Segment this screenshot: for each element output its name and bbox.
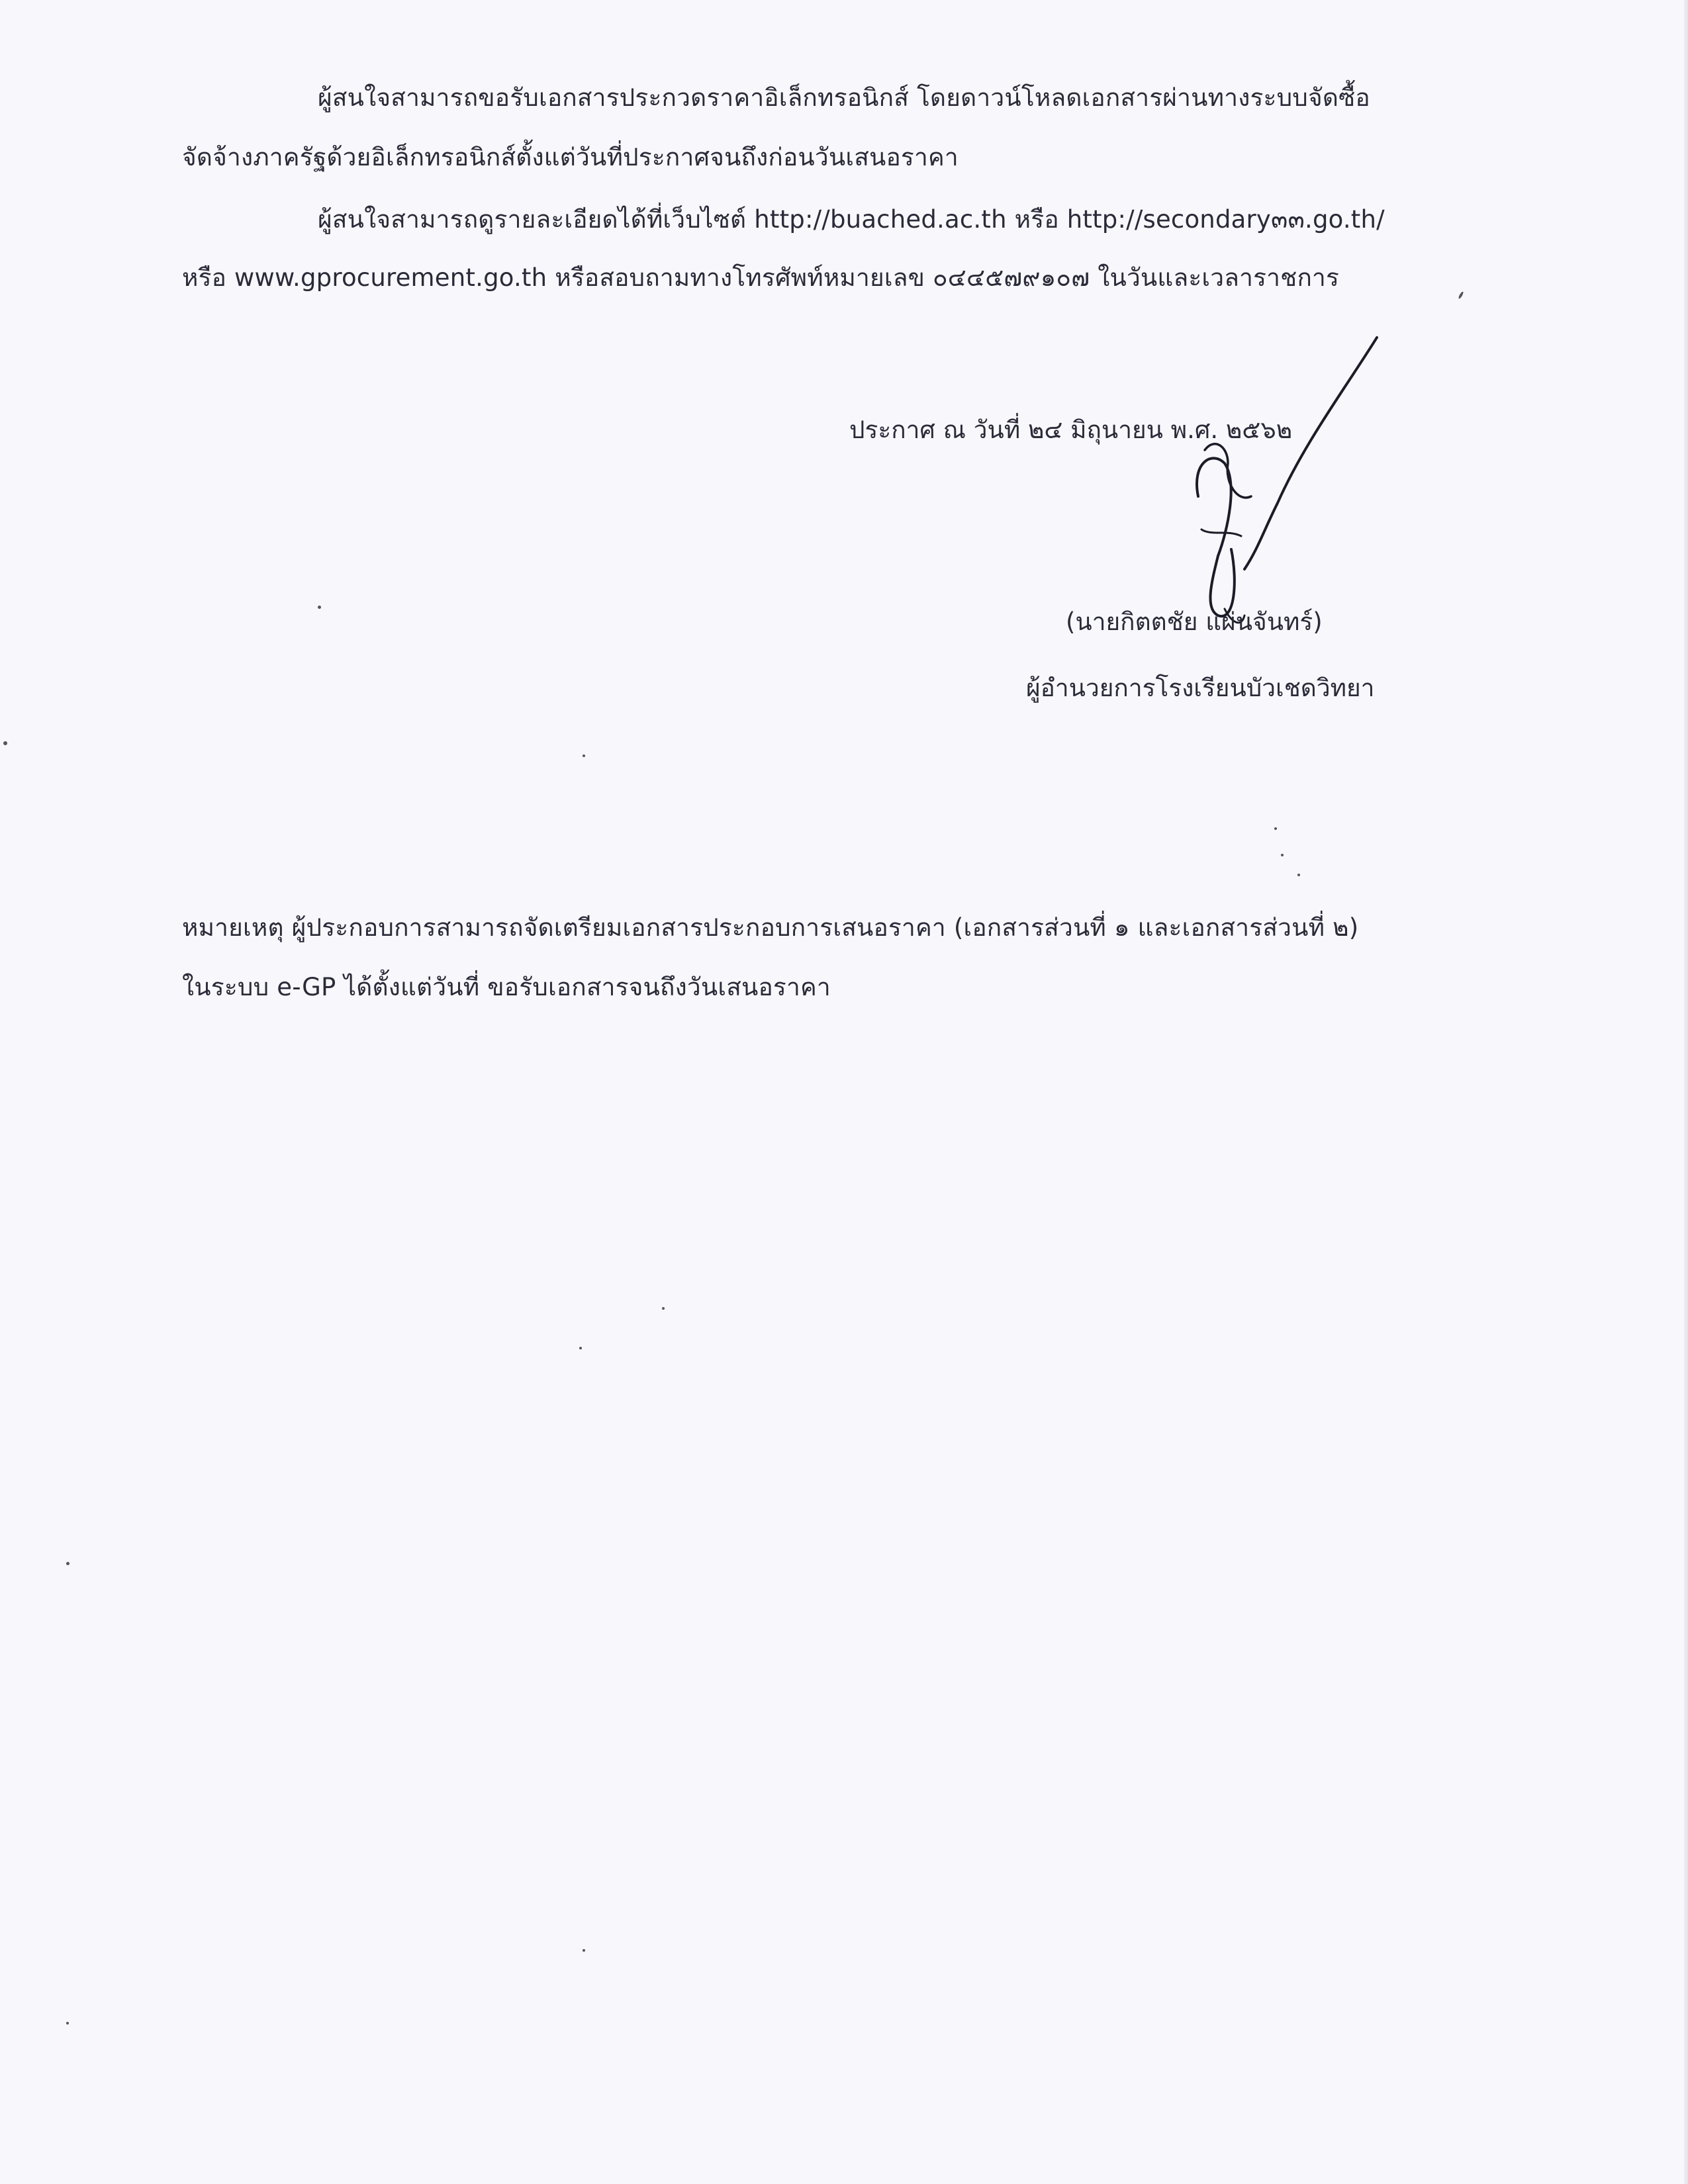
announcement-date: ประกาศ ณ วันที่ ๒๔ มิถุนายน พ.ศ. ๒๕๖๒ <box>849 416 1293 444</box>
remark-line-2: ในระบบ e-GP ได้ตั้งแต่วันที่ ขอรับเอกสารจนถึงวันเสนอราคา <box>182 973 831 1001</box>
scan-speck <box>1297 874 1300 876</box>
paragraph-1-line-2: จัดจ้างภาครัฐด้วยอิเล็กทรอนิกส์ตั้งแต่วันที่ประกาศจนถึงก่อนวันเสนอราคา <box>182 143 959 171</box>
paragraph-2-line-2: หรือ www.gprocurement.go.th หรือสอบถามทางโทรศัพท์หมายเลข ๐๔๔๕๗๙๑๐๗ ในวันและเวลาราชการ <box>182 263 1340 292</box>
scan-speck <box>66 2022 69 2025</box>
scan-speck <box>579 1347 582 1349</box>
remark-line-1: หมายเหตุ ผู้ประกอบการสามารถจัดเตรียมเอกสารประกอบการเสนอราคา (เอกสารส่วนที่ ๑ และเอกสารส่วนที่ ๒) <box>182 913 1359 942</box>
scan-speck <box>318 606 321 609</box>
scan-speck <box>1281 854 1284 856</box>
scan-speck <box>1274 827 1277 830</box>
scan-speck <box>583 1949 585 1952</box>
paragraph-1-line-1: ผู้สนใจสามารถขอรับเอกสารประกวดราคาอิเล็กทรอนิกส์ โดยดาวน์โหลดเอกสารผ่านทางระบบจัดซื้อ <box>318 83 1370 112</box>
scan-speck <box>583 754 585 757</box>
scan-edge <box>1684 0 1688 2184</box>
signature-image <box>1165 331 1390 635</box>
signatory-position: ผู้อำนวยการโรงเรียนบัวเชดวิทยา <box>1026 674 1375 702</box>
signatory-name: (นายกิตตชัย แผ่นจันทร์) <box>1066 608 1323 636</box>
paragraph-2-line-1: ผู้สนใจสามารถดูรายละเอียดได้ที่เว็บไซต์ http://buached.ac.th หรือ http://secondary๓๓.go.th/ <box>318 205 1385 234</box>
scan-speck <box>3 741 7 745</box>
scan-speck <box>66 1562 70 1565</box>
scan-mark <box>1458 291 1464 299</box>
scan-speck <box>662 1307 665 1310</box>
